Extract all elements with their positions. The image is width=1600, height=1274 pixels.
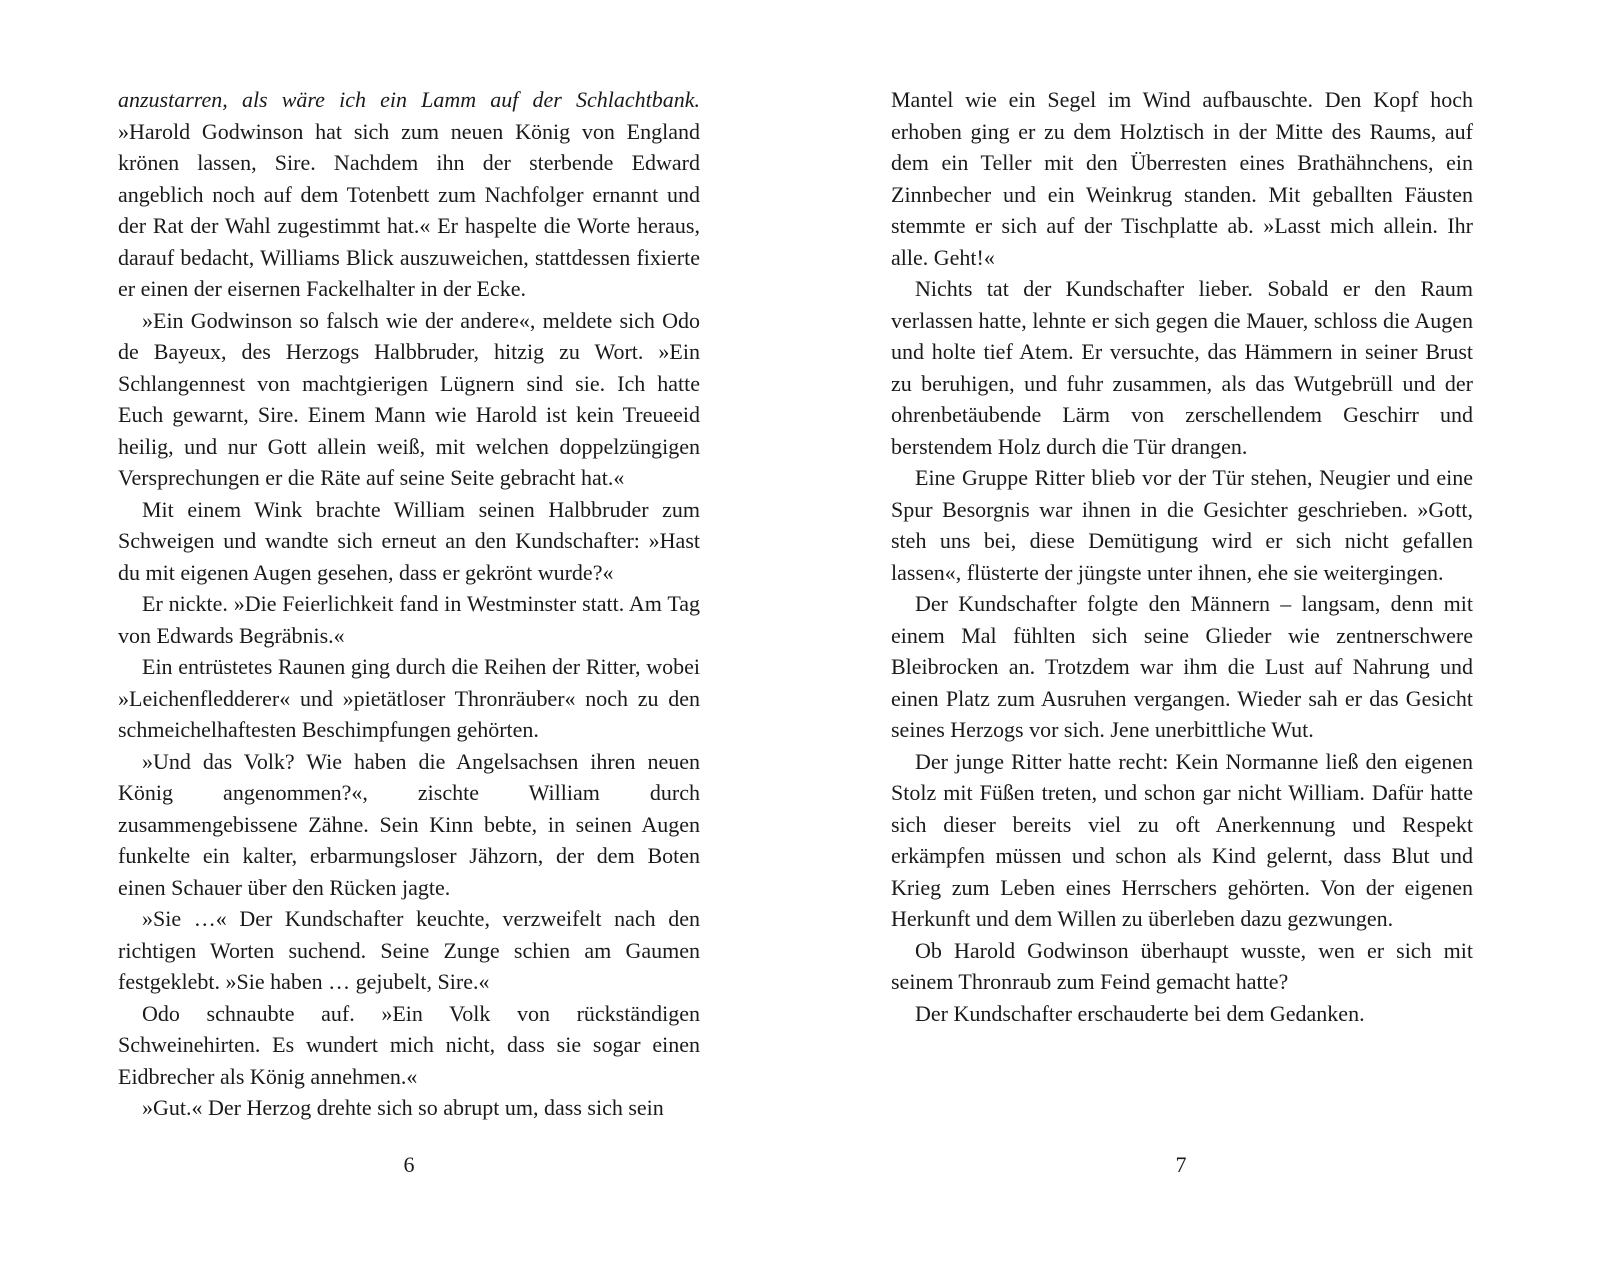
left-paragraph-6: »Und das Volk? Wie haben die Angelsachsen ihren neuen König angenommen?«, zischte William durch zusammengebissene Zähne. Sein Kinn bebte, in seinen Augen funkelte ein kalter, erbarmungsloser Jähzorn, der dem Boten einen Schauer über den Rücken jagte. (118, 748, 700, 900)
right-paragraph-3: Eine Gruppe Ritter blieb vor der Tür stehen, Neugier und eine Spur Besorgnis war ihnen in die Gesichter geschrieben. »Gott, steh uns bei, diese Demütigung wird er sich nicht gefallen lassen«, flüsterte der jüngste unter ihnen, ehe sie weitergingen. (891, 465, 1473, 585)
page-number-left: 6 (403, 1152, 415, 1177)
left-paragraph-8: Odo schnaubte auf. »Ein Volk von rückständigen Schweinehirten. Es wundert mich nicht, dass sie sogar einen Eidbrecher als König annehmen.« (118, 1000, 700, 1089)
left-paragraph-1-text: »Harold Godwinson hat sich zum neuen König von England krönen lassen, Sire. Nachdem ihn der sterbende Edward angeblich noch auf dem Totenbett zum Nachfolger ernannt und der Rat der Wahl zugestimmt hat.« Er haspelte die Worte heraus, darauf bedacht, Williams Blick auszuweichen, stattdessen fixierte er einen der eisernen Fackelhalter in der Ecke. (118, 118, 700, 301)
right-paragraph-4: Der Kundschafter folgte den Männern – langsam, denn mit einem Mal fühlten sich seine Glieder wie zentnerschwere Bleibrocken an. Trotzdem war ihm die Lust auf Nahrung und einen Platz zum Ausruhen vergangen. Wieder sah er das Gesicht seines Herzogs vor sich. Jene unerbittliche Wut. (891, 591, 1473, 742)
left-paragraph-7: »Sie …« Der Kundschafter keuchte, verzweifelt nach den richtigen Worten suchend. Seine Zunge schien am Gaumen festgeklebt. »Sie haben … gejubelt, Sire.« (118, 906, 700, 994)
left-paragraph-4: Er nickte. »Die Feierlichkeit fand in Westminster statt. Am Tag von Edwards Begräbnis.« (118, 591, 700, 648)
right-page-text (891, 84, 1473, 1029)
left-paragraph-1 (118, 84, 700, 305)
right-paragraph-2: Nichts tat der Kundschafter lieber. Sobald er den Raum verlassen hatte, lehnte er sich gegen die Mauer, schloss die Augen und holte tief Atem. Er versuchte, das Hämmern in seiner Brust zu beruhigen, und fuhr zusammen, als das Wutgebrüll und der ohrenbetäubende Lärm von zerschellendem Geschirr und berstendem Holz durch die Tür drangen. (891, 276, 1473, 459)
left-paragraph-9: »Gut.« Der Herzog drehte sich so abrupt um, dass sich sein (142, 1095, 664, 1120)
left-page-text (118, 84, 700, 1124)
right-paragraph-5: Der junge Ritter hatte recht: Kein Normanne ließ den eigenen Stolz mit Füßen treten, und schon gar nicht William. Dafür hatte sich dieser bereits viel zu oft Anerkennung und Respekt erkämpfen müssen und schon als Kind gelernt, dass Blut und Krieg zum Leben eines Herrschers gehörten. Von der eigenen Herkunft und dem Willen zu überleben dazu gezwungen. (891, 748, 1473, 931)
right-paragraph-1: Mantel wie ein Segel im Wind aufbauschte. Den Kopf hoch erhoben ging er zu dem Holztisch in der Mitte des Raums, auf dem ein Teller mit den Überresten eines Brathähnchens, ein Zinnbecher und ein Weinkrug standen. Mit geballten Fäusten stemmte er sich auf der Tischplatte ab. »Lasst mich allein. Ihr alle. Geht!« (891, 87, 1473, 270)
page-number-right: 7 (1175, 1152, 1187, 1177)
left-paragraph-1-italic: anzustarren, als wäre ich ein Lamm auf der Schlachtbank. (118, 87, 700, 112)
left-paragraph-5: Ein entrüstetes Raunen ging durch die Reihen der Ritter, wobei »Leichenfledderer« und »pietätloser Thronräuber« noch zu den schmeichelhaftesten Beschimpfungen gehörten. (118, 654, 700, 742)
left-paragraph-2: »Ein Godwinson so falsch wie der andere«, meldete sich Odo de Bayeux, des Herzogs Halbbruder, hitzig zu Wort. »Ein Schlangennest von machtgierigen Lügnern sind sie. Ich hatte Euch gewarnt, Sire. Einem Mann wie Harold ist kein Treueeid heilig, und nur Gott allein weiß, mit welchen doppelzüngigen Versprechungen er die Räte auf seine Seite gebracht hat.« (118, 307, 700, 490)
right-page (800, 0, 1600, 1274)
right-paragraph-6: Ob Harold Godwinson überhaupt wusste, wen er sich mit seinem Thronraub zum Feind gemacht hatte? (891, 937, 1473, 994)
left-paragraph-3: Mit einem Wink brachte William seinen Halbbruder zum Schweigen und wandte sich erneut an den Kundschafter: »Hast du mit eigenen Augen gesehen, dass er gekrönt wurde?« (118, 496, 700, 585)
right-paragraph-7: Der Kundschafter erschauderte bei dem Gedanken. (915, 1000, 1365, 1026)
